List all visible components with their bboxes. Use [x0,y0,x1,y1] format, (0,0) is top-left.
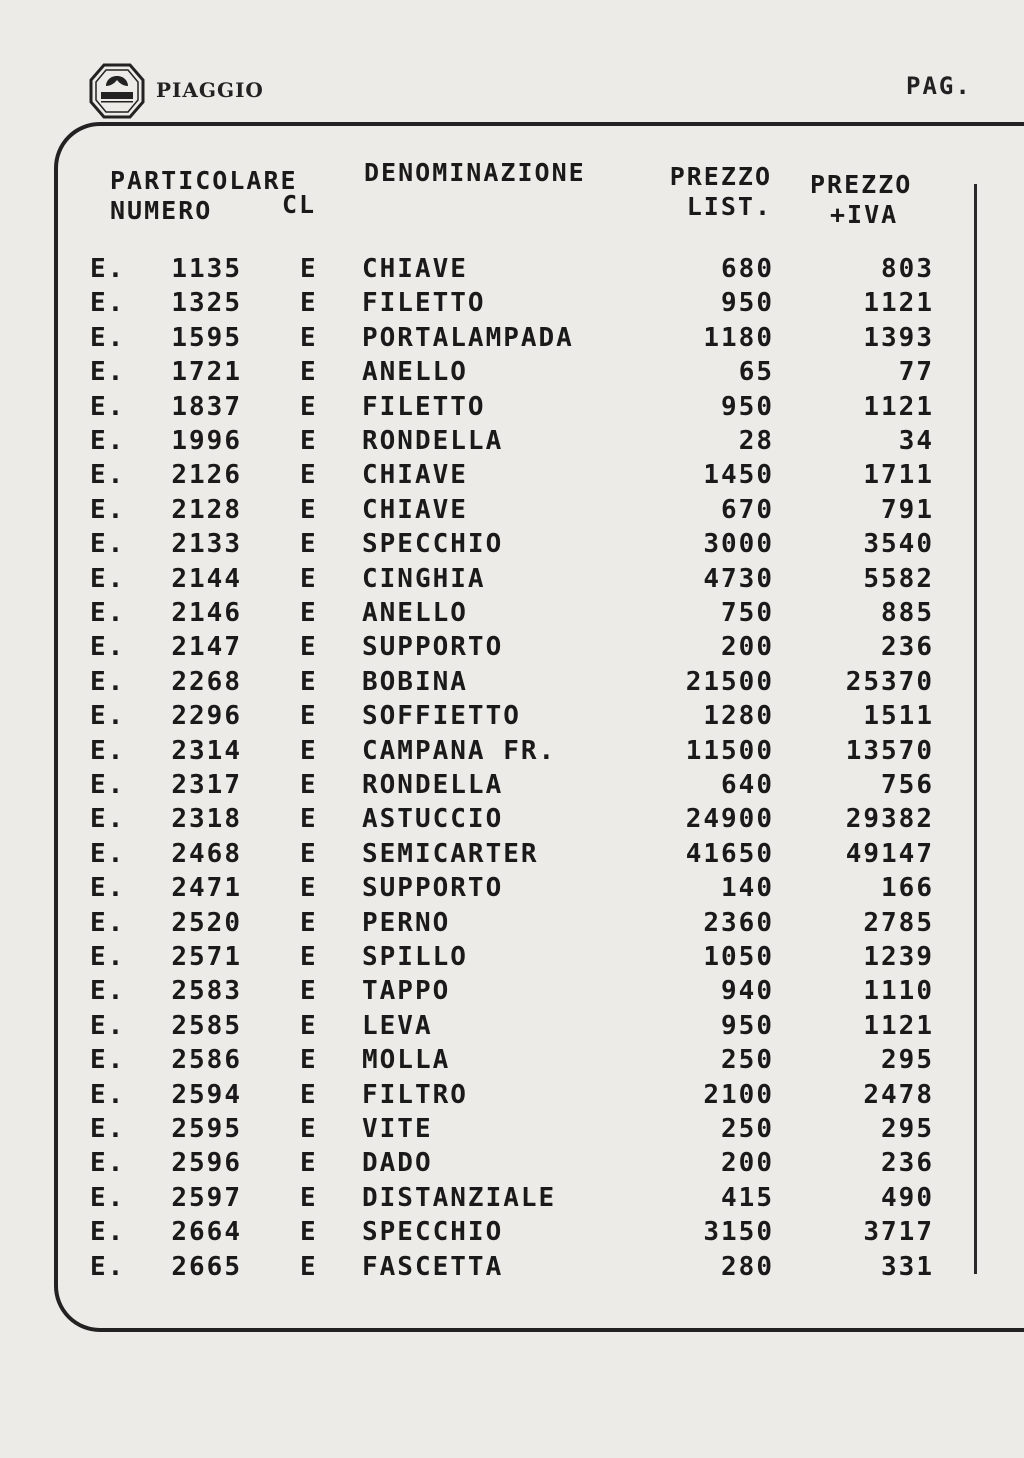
part-class: E [300,254,318,284]
table-row [0,665,1024,699]
row-prefix: E. [90,254,126,284]
row-prefix: E. [90,735,126,766]
part-denomination: BOBINA [362,666,468,697]
row-prefix: E. [90,838,126,869]
part-denomination: SPILLO [362,942,468,972]
price-list: 680 [721,254,774,284]
part-class: E [300,1010,318,1041]
part-class: E [300,942,318,972]
part-denomination: LEVA [362,1010,433,1041]
part-number: 2471 [171,873,242,904]
part-number: 2597 [171,1182,242,1213]
table-row [0,596,1024,630]
part-number: 1135 [171,254,242,284]
part-number: 2317 [171,770,242,800]
part-number: 2318 [171,804,242,835]
row-prefix: E. [90,598,126,628]
part-denomination: FASCETTA [362,1251,504,1282]
table-row [0,321,1024,355]
table-row [0,1181,1024,1215]
part-number: 1837 [171,391,242,422]
price-list: 200 [721,1148,774,1179]
header-prezzo-list: PREZZO [669,162,772,191]
part-number: 2133 [171,529,242,560]
part-number: 2583 [171,976,242,1007]
part-number: 1721 [171,357,242,388]
price-iva: 13570 [845,735,934,766]
price-list: 1050 [703,942,774,972]
price-iva: 1711 [863,460,934,491]
row-prefix: E. [90,770,126,800]
price-list: 280 [721,1251,774,1282]
part-denomination: SOFFIETTO [362,701,521,732]
price-list: 1280 [703,701,774,732]
part-number: 2664 [171,1217,242,1248]
part-class: E [300,701,318,732]
table-row [0,906,1024,940]
price-iva: 166 [881,873,934,904]
part-class: E [300,357,318,388]
price-list: 670 [721,494,774,525]
table-row [0,940,1024,974]
part-number: 2665 [171,1251,242,1282]
price-iva: 49147 [845,838,934,869]
part-class: E [300,460,318,491]
price-iva: 331 [881,1251,934,1282]
header-numero: NUMERO [110,196,213,225]
row-prefix: E. [90,873,126,904]
price-iva: 236 [881,632,934,663]
part-number: 2144 [171,563,242,594]
part-denomination: SPECCHIO [362,1217,504,1248]
part-class: E [300,976,318,1007]
part-denomination: FILTRO [362,1079,468,1110]
row-prefix: E. [90,322,126,353]
part-denomination: CHIAVE [362,460,468,491]
page-label: PAG. [906,72,972,100]
part-number: 2268 [171,666,242,697]
header-iva: +IVA [830,200,899,229]
price-list: 3000 [703,529,774,560]
part-denomination: FILETTO [362,288,486,319]
price-iva: 236 [881,1148,934,1179]
part-class: E [300,598,318,628]
row-prefix: E. [90,804,126,835]
table-row [0,837,1024,871]
price-list: 640 [721,770,774,800]
part-number: 2147 [171,632,242,663]
header-cl: CL [282,190,317,219]
table-row [0,699,1024,733]
price-list: 950 [721,391,774,422]
price-list: 140 [721,873,774,904]
price-list: 41650 [685,838,774,869]
price-iva: 25370 [845,666,934,697]
price-list: 1450 [703,460,774,491]
part-number: 2585 [171,1010,242,1041]
price-iva: 3717 [863,1217,934,1248]
row-prefix: E. [90,1217,126,1248]
row-prefix: E. [90,632,126,663]
part-number: 2594 [171,1079,242,1110]
table-row [0,252,1024,286]
part-number: 2520 [171,907,242,938]
price-iva: 803 [881,254,934,284]
price-list: 3150 [703,1217,774,1248]
price-iva: 2785 [863,907,934,938]
part-number: 2314 [171,735,242,766]
table-row [0,1146,1024,1180]
part-class: E [300,873,318,904]
price-iva: 1110 [863,976,934,1007]
part-denomination: SPECCHIO [362,529,504,560]
part-denomination: DADO [362,1148,433,1179]
part-number: 1996 [171,426,242,456]
part-denomination: ANELLO [362,598,468,628]
price-iva: 490 [881,1182,934,1213]
table-row [0,493,1024,527]
part-denomination: ANELLO [362,357,468,388]
part-denomination: RONDELLA [362,770,504,800]
part-number: 1325 [171,288,242,319]
price-list: 940 [721,976,774,1007]
part-number: 2595 [171,1114,242,1144]
price-list: 200 [721,632,774,663]
row-prefix: E. [90,529,126,560]
table-row [0,768,1024,802]
price-list: 950 [721,288,774,319]
part-class: E [300,494,318,525]
price-iva: 1121 [863,1010,934,1041]
price-list: 2360 [703,907,774,938]
table-row [0,1250,1024,1284]
price-iva: 5582 [863,563,934,594]
price-list: 2100 [703,1079,774,1110]
row-prefix: E. [90,1010,126,1041]
part-class: E [300,735,318,766]
part-class: E [300,426,318,456]
part-denomination: CHIAVE [362,494,468,525]
row-prefix: E. [90,391,126,422]
table-row [0,802,1024,836]
row-prefix: E. [90,701,126,732]
row-prefix: E. [90,357,126,388]
table-row [0,562,1024,596]
piaggio-logo [88,62,146,120]
part-number: 2296 [171,701,242,732]
table-row [0,355,1024,389]
part-denomination: CAMPANA FR. [362,735,557,766]
row-prefix: E. [90,460,126,491]
price-iva: 295 [881,1114,934,1144]
price-list: 750 [721,598,774,628]
part-class: E [300,1045,318,1076]
part-class: E [300,322,318,353]
row-prefix: E. [90,494,126,525]
part-number: 2128 [171,494,242,525]
part-denomination: SUPPORTO [362,873,504,904]
part-denomination: SEMICARTER [362,838,539,869]
price-iva: 885 [881,598,934,628]
part-denomination: PORTALAMPADA [362,322,574,353]
part-class: E [300,288,318,319]
price-iva: 1511 [863,701,934,732]
price-list: 250 [721,1114,774,1144]
header-prezzo-iva: PREZZO [810,170,913,199]
price-list: 250 [721,1045,774,1076]
row-prefix: E. [90,942,126,972]
table-row [0,424,1024,458]
part-denomination: TAPPO [362,976,451,1007]
part-class: E [300,632,318,663]
part-class: E [300,1182,318,1213]
row-prefix: E. [90,1182,126,1213]
price-iva: 1121 [863,288,934,319]
table-row [0,286,1024,320]
row-prefix: E. [90,426,126,456]
part-class: E [300,666,318,697]
table-row [0,1078,1024,1112]
part-class: E [300,1148,318,1179]
part-denomination: CINGHIA [362,563,486,594]
row-prefix: E. [90,1114,126,1144]
part-class: E [300,907,318,938]
row-prefix: E. [90,1045,126,1076]
table-row [0,630,1024,664]
part-class: E [300,838,318,869]
price-list: 21500 [685,666,774,697]
part-class: E [300,1251,318,1282]
price-list: 65 [738,357,774,388]
price-iva: 2478 [863,1079,934,1110]
part-denomination: FILETTO [362,391,486,422]
header-denominazione: DENOMINAZIONE [364,158,586,187]
price-iva: 1121 [863,391,934,422]
table-row [0,1215,1024,1249]
price-iva: 295 [881,1045,934,1076]
part-class: E [300,804,318,835]
brand-name: PIAGGIO [156,78,264,102]
part-number: 2596 [171,1148,242,1179]
row-prefix: E. [90,907,126,938]
table-row [0,458,1024,492]
part-denomination: CHIAVE [362,254,468,284]
price-iva: 29382 [845,804,934,835]
table-row [0,871,1024,905]
price-list: 415 [721,1182,774,1213]
table-row [0,1009,1024,1043]
price-list: 950 [721,1010,774,1041]
part-number: 2126 [171,460,242,491]
part-denomination: MOLLA [362,1045,451,1076]
price-iva: 791 [881,494,934,525]
part-class: E [300,529,318,560]
part-denomination: RONDELLA [362,426,504,456]
part-denomination: DISTANZIALE [362,1182,557,1213]
price-iva: 756 [881,770,934,800]
table-row [0,1043,1024,1077]
part-denomination: VITE [362,1114,433,1144]
part-class: E [300,1217,318,1248]
price-iva: 1239 [863,942,934,972]
part-denomination: ASTUCCIO [362,804,504,835]
price-list: 11500 [685,735,774,766]
price-list: 4730 [703,563,774,594]
part-number: 2146 [171,598,242,628]
part-number: 1595 [171,322,242,353]
row-prefix: E. [90,976,126,1007]
price-iva: 77 [898,357,934,388]
price-list: 28 [738,426,774,456]
price-list: 24900 [685,804,774,835]
table-row [0,390,1024,424]
part-denomination: PERNO [362,907,451,938]
part-class: E [300,770,318,800]
part-class: E [300,391,318,422]
header-particolare: PARTICOLARE [110,166,298,195]
price-list: 1180 [703,322,774,353]
price-iva: 34 [898,426,934,456]
row-prefix: E. [90,1251,126,1282]
row-prefix: E. [90,288,126,319]
header-list: LIST. [686,192,772,221]
table-row [0,1112,1024,1146]
part-number: 2571 [171,942,242,972]
row-prefix: E. [90,1079,126,1110]
part-class: E [300,1114,318,1144]
row-prefix: E. [90,666,126,697]
part-number: 2586 [171,1045,242,1076]
table-row [0,527,1024,561]
part-number: 2468 [171,838,242,869]
price-iva: 3540 [863,529,934,560]
row-prefix: E. [90,1148,126,1179]
table-row [0,734,1024,768]
row-prefix: E. [90,563,126,594]
part-denomination: SUPPORTO [362,632,504,663]
table-row [0,974,1024,1008]
price-iva: 1393 [863,322,934,353]
part-class: E [300,563,318,594]
part-class: E [300,1079,318,1110]
